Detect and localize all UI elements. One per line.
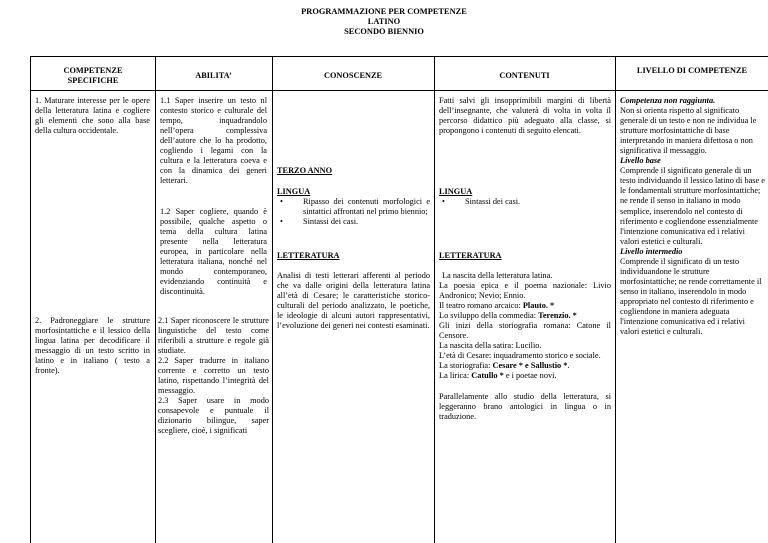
list-item: Il teatro romano arcaico: Plauto. * [439, 301, 555, 311]
list-item: La nascita della letteratura latina. [442, 271, 553, 280]
abilita-2-3: 2.3 Saper usare in modo consapevole e puntuale il dizionario bilingue, saper scegliere, cioè, i significati [158, 396, 269, 436]
col-header-contenuti: CONTENUTI [499, 71, 550, 80]
header-row-border [30, 90, 768, 91]
livello-text [620, 96, 766, 337]
doc-level: SECONDO BIENNIO [344, 27, 424, 36]
abilita-2-1: 2.1 Saper riconoscere le strutture linguistiche del testo come riferibili a strutture e regole già studiate. [158, 316, 269, 356]
level-title: Livello base [620, 156, 661, 166]
conoscenze-lingua-list [277, 197, 430, 227]
doc-subject: LATINO [367, 17, 401, 26]
list-item: • Sintassi dei casi. [277, 217, 430, 227]
level-desc: Comprende il significato di un testo individuandone le strutture morfosintattiche; ne rende correttamente il senso in italiano, inserendolo in modo appropriato nel contesto di riferimento e cogliendone in maniera adeguata l'intenzione comunicativa ed i relativi valori estetici e culturali. [620, 256, 762, 337]
level-desc: Comprende il significato generale di un testo individuando il lessico latino di base e le fondamentali strutture morfosintattiche; ne rende il senso in italiano in modo semplice, inserendolo nel contesto di riferimento e cogliendone essenzialmente l'intenzione comunicativa ed i relativi valori estetici e culturali. [620, 166, 765, 246]
competenza-2: 2. Padroneggiare le strutture morfosintattiche e il lessico della lingua latina per decodificare il messaggio di un testo scritto in latino e in italiano ( testo a fronte). [35, 316, 150, 376]
list-item: • Sintassi dei casi. [439, 197, 609, 207]
list-item: • Ripasso dei contenuti morfologici e sintattici affrontati nel primo biennio; [277, 197, 430, 217]
conoscenze-lett-title: LETTERATURA [277, 251, 340, 260]
col-header-competenze: COMPETENZE SPECIFICHE [63, 66, 123, 86]
col-header-livello: LIVELLO DI COMPETENZE [636, 66, 748, 75]
abilita-1-1: 1.1 Saper inserire un testo nl contesto storico e culturale del tempo, inquadrandolo nell’opera complessiva dell’autore che lo ha prodotto, cogliendo i legami con la cultura e la letteratura coeva e con la dinamica dei generi letterari. [160, 96, 267, 186]
col-border [434, 56, 435, 543]
list-item: La storiografia: Cesare * e Sallustio *. [439, 361, 570, 371]
level-title: Competenza non raggiunta. [620, 96, 716, 105]
list-item: La nascita della satira: Lucilio. [439, 341, 542, 351]
contenuti-lett-title: LETTERATURA [439, 251, 502, 260]
list-item: Lo sviluppo della commedia: Terenzio. * [439, 311, 577, 321]
col-border [615, 56, 616, 543]
col-border [272, 56, 273, 543]
contenuti-lingua-list [439, 197, 609, 207]
list-item: La poesia epica e il poema nazionale: Livio Andronico; Nevio; Ennio. [439, 281, 611, 301]
table-top-border [30, 56, 768, 57]
level-desc: Non si orienta rispetto al significato generale di un testo e non ne individua le strutture morfosintattiche di base interpretando in maniera difettosa o non significativa il messaggio. [620, 106, 757, 156]
col-border [155, 56, 156, 543]
doc-title: PROGRAMMAZIONE PER COMPETENZE [301, 7, 467, 16]
abilita-2-2: 2.2 Saper tradurre in italiano corrente e corretto un testo latino, rispettando l’integrità del messaggio. [158, 356, 269, 396]
col-border [30, 56, 31, 543]
competenza-1: 1. Maturare interesse per le opere della letteratura latina e cogliere gli elementi che sono alla base della cultura occidentale. [35, 96, 150, 136]
col-header-abilita: ABILITA’ [195, 71, 232, 80]
list-item: L’età di Cesare: inquadramento storico e sociale. [439, 351, 601, 361]
conoscenze-lett-text: Analisi di testi letterari afferenti al periodo che va dalle origini della letteratura latina all’età di Cesare; le caratteristiche storico-culturali del periodo analizzato, le poetiche, le ideologie di alcuni autori rappresentativi, l’evoluzione dei generi nei contesti esaminati. [277, 271, 430, 331]
contenuti-lingua-title: LINGUA [439, 187, 473, 196]
list-item: La lirica: Catullo * e i poetae novi. [439, 371, 557, 381]
list-item: Gli inizi della storiografia romana: Catone il Censore. [439, 321, 611, 341]
col-header-conoscenze: CONOSCENZE [323, 71, 383, 80]
contenuti-final: Parallelamente allo studio della letteratura, si leggeranno brano antologici in lingua o in traduzione. [439, 392, 611, 422]
contenuti-lett-list [439, 271, 611, 382]
level-title: Livello intermedio [620, 246, 683, 256]
abilita-1-2: 1.2 Saper cogliere, quando è possibile, qualche aspetto o tema della cultura latina presente nella letteratura europea, in particolare nella letteratura italiana, nonché nel mondo contemporaneo, evidenziando continuità e discontinuità. [160, 207, 267, 297]
contenuti-intro: Fatti salvi gli insopprimibili margini di libertà dell’insegnante, che valuterà di volta in volta il percorso didattico più adeguato alla classe, si propongono i contenuti di seguito elencati. [439, 96, 611, 136]
conoscenze-lingua-title: LINGUA [277, 187, 311, 196]
conoscenze-year: TERZO ANNO [277, 166, 333, 175]
